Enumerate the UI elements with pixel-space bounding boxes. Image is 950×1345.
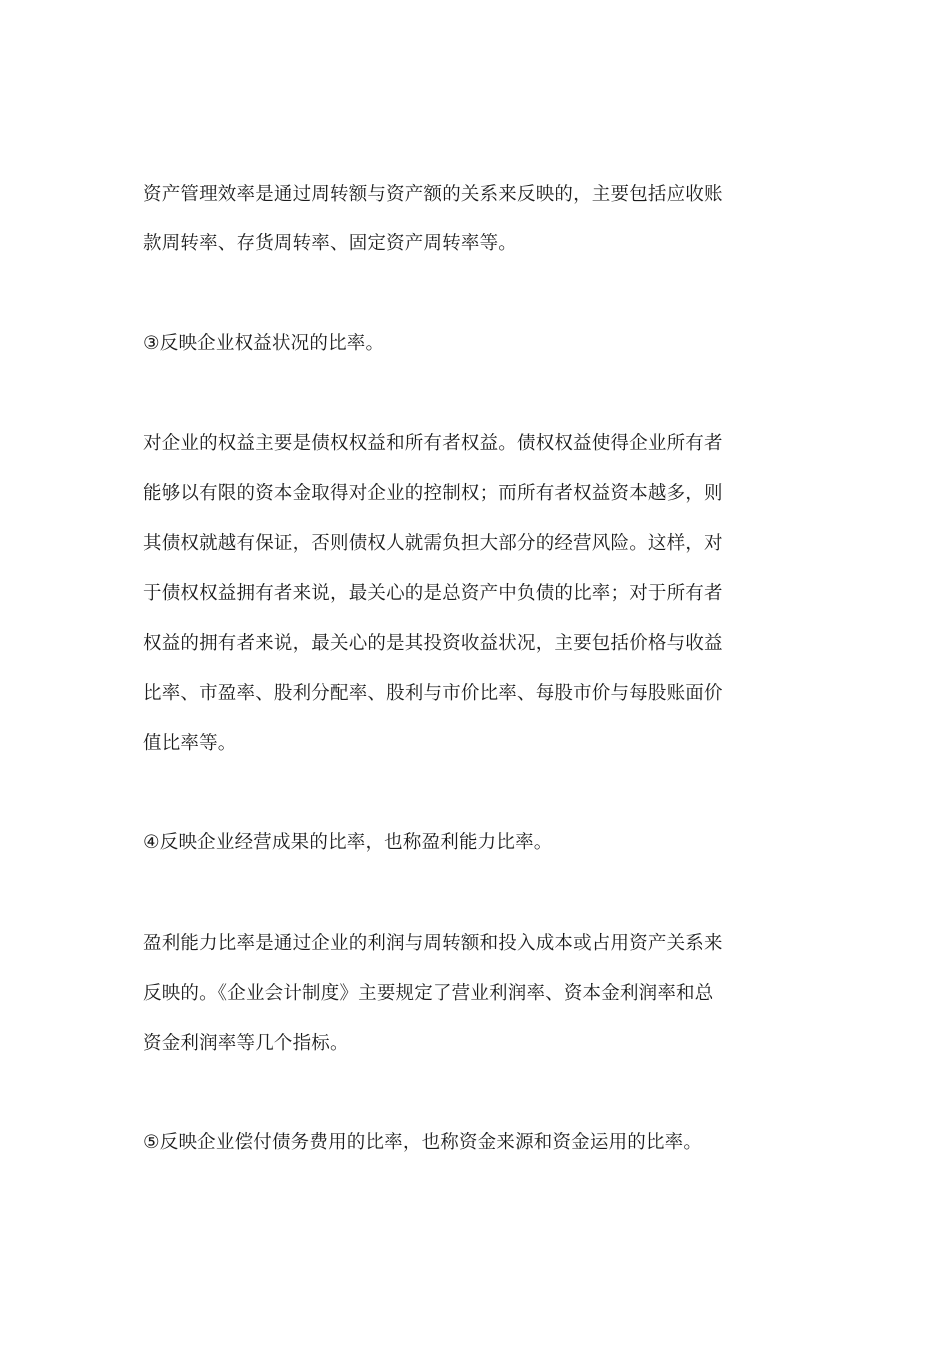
paragraph-profitability-line-2: 反映的。《企业会计制度》主要规定了营业利润率、资本金利润率和总	[143, 983, 714, 1004]
paragraph-equity-line-7: 值比率等。	[143, 733, 237, 754]
heading-equity-ratio: ③反映企业权益状况的比率。	[143, 333, 385, 354]
paragraph-profitability-line-3: 资金利润率等几个指标。	[143, 1033, 349, 1054]
paragraph-asset-efficiency-line-2: 款周转率、存货周转率、固定资产周转率等。	[143, 233, 518, 254]
heading-debt-service-ratio: ⑤反映企业偿付债务费用的比率，也称资金来源和资金运用的比率。	[143, 1132, 703, 1153]
paragraph-equity-line-5: 权益的拥有者来说，最关心的是其投资收益状况，主要包括价格与收益	[143, 633, 723, 654]
paragraph-equity-line-2: 能够以有限的资本金取得对企业的控制权；而所有者权益资本越多，则	[143, 483, 723, 504]
paragraph-equity-line-4: 于债权权益拥有者来说，最关心的是总资产中负债的比率；对于所有者	[143, 583, 723, 604]
heading-operating-results-ratio: ④反映企业经营成果的比率，也称盈利能力比率。	[143, 832, 553, 853]
paragraph-profitability-line-1: 盈利能力比率是通过企业的利润与周转额和投入成本或占用资产关系来	[143, 933, 723, 954]
paragraph-equity-line-1: 对企业的权益主要是债权权益和所有者权益。债权权益使得企业所有者	[143, 433, 723, 454]
paragraph-asset-efficiency-line-1: 资产管理效率是通过周转额与资产额的关系来反映的，主要包括应收账	[143, 184, 723, 205]
paragraph-equity-line-6: 比率、市盈率、股利分配率、股利与市价比率、每股市价与每股账面价	[143, 683, 723, 704]
paragraph-equity-line-3: 其债权就越有保证，否则债权人就需负担大部分的经营风险。这样，对	[143, 533, 723, 554]
